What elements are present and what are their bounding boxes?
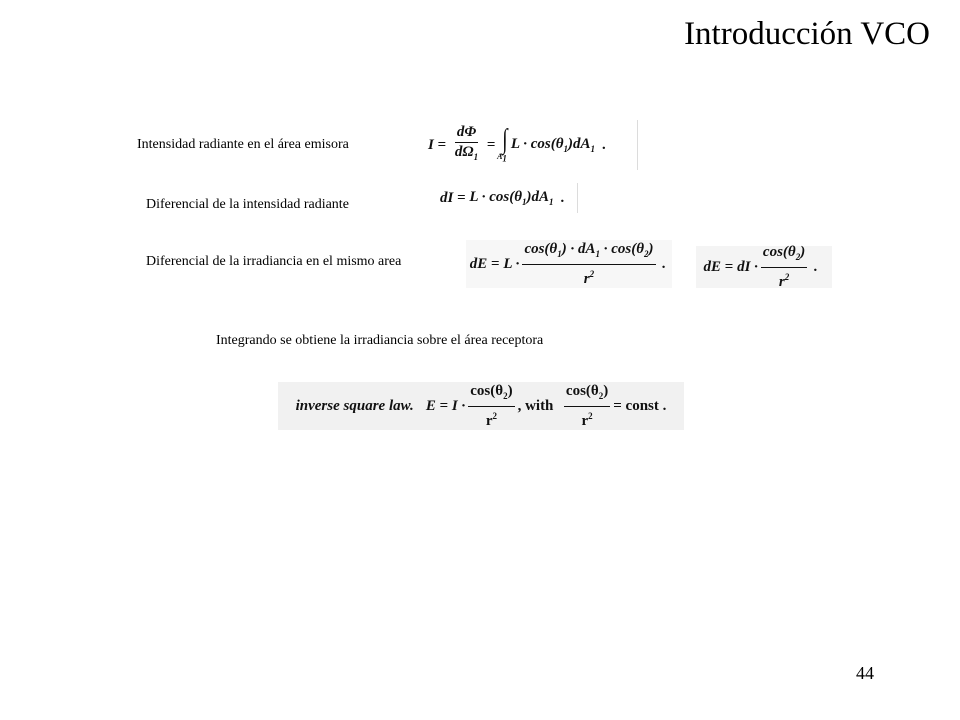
eq1-integrand: $L \cdot \cos(\theta_1)dA_1$: [510, 136, 595, 154]
equation-inverse-square-law: inverse square law. E = I · $\frac{\cos(\theta_2)}{r^2}$ , with $\frac{\cos(\theta_2)}{r^2}$ = const .: [278, 382, 684, 430]
eq3-fraction: [522, 241, 655, 288]
eq1-fraction: [453, 124, 480, 166]
eq5-factor: I ·: [451, 397, 466, 414]
eq2-lhs: dI: [440, 189, 454, 206]
eq5-with: , with: [517, 397, 554, 414]
eq4-frac-den: $r^2$: [778, 271, 790, 290]
eq3-period: .: [662, 255, 666, 272]
eq2-period: .: [561, 189, 565, 206]
eq1-frac-num: dΦ: [455, 124, 478, 143]
label-intensity-differential: Diferencial de la intensidad radiante: [146, 197, 349, 212]
eq5-fraction-2: [564, 383, 610, 430]
eq4-lhs: dE: [703, 258, 722, 275]
slide-title: Introducción VCO: [684, 16, 930, 52]
eq1-frac-den: $d\Omega_1$: [454, 144, 479, 162]
eq5-frac-num: $\cos(\theta_2)$: [468, 383, 514, 407]
eq5-rhs: = const .: [613, 397, 667, 414]
eq4-period: .: [813, 258, 818, 275]
eq2-rhs: $L \cdot \cos(\theta_1)dA_1$: [469, 189, 554, 207]
eq5-fraction: [468, 383, 514, 430]
eq4-fraction: [761, 244, 807, 291]
equation-irradiance-intensity: dE = dI · $\frac{\cos(\theta_2)}{r^2}$ .: [696, 246, 832, 288]
eq1-lhs: I: [428, 136, 434, 153]
eq4-frac-num: $\cos(\theta_2)$: [761, 244, 807, 268]
eq5-frac-den: $r^2$: [485, 410, 497, 429]
label-irradiance-differential: Diferencial de la irradiancia en el mismo area: [146, 254, 402, 269]
eq5-frac2-num: $\cos(\theta_2)$: [564, 383, 610, 407]
eq5-frac2-den: $r^2$: [581, 410, 593, 429]
eq3-lhs: dE: [469, 255, 488, 272]
eq3-frac-den: $r^2$: [583, 268, 595, 287]
integral-sign-icon: ∫ $A_1$: [497, 124, 508, 164]
eq4-factor: dI ·: [737, 258, 758, 275]
label-integration: Integrando se obtiene la irradiancia sobre el área receptora: [216, 333, 544, 348]
equation-radiant-intensity: I = $\frac{d\Phi}{d\Omega_1}$ = ∫ $A_1$ $L \cdot \cos(\theta_1)dA_1$ .: [428, 120, 638, 170]
page-number: 44: [856, 663, 874, 683]
equation-intensity-differential: dI = $L \cdot \cos(\theta_1)dA_1$ .: [440, 183, 578, 213]
eq5-lhs: E: [425, 397, 436, 414]
eq1-period: .: [602, 136, 607, 153]
equation-irradiance-differential: dE = L · $\frac{\cos(\theta_1) \cdot dA_1 \cdot \cos(\theta_2)}{r^2}$ .: [466, 240, 672, 288]
eq3-factor: L ·: [503, 255, 520, 272]
label-radiant-intensity: Intensidad radiante en el área emisora: [137, 137, 349, 152]
eq3-frac-num: $\cos(\theta_1) \cdot dA_1 \cdot \cos(\theta_2)$: [522, 241, 655, 265]
eq5-law-text: inverse square law.: [295, 397, 414, 414]
